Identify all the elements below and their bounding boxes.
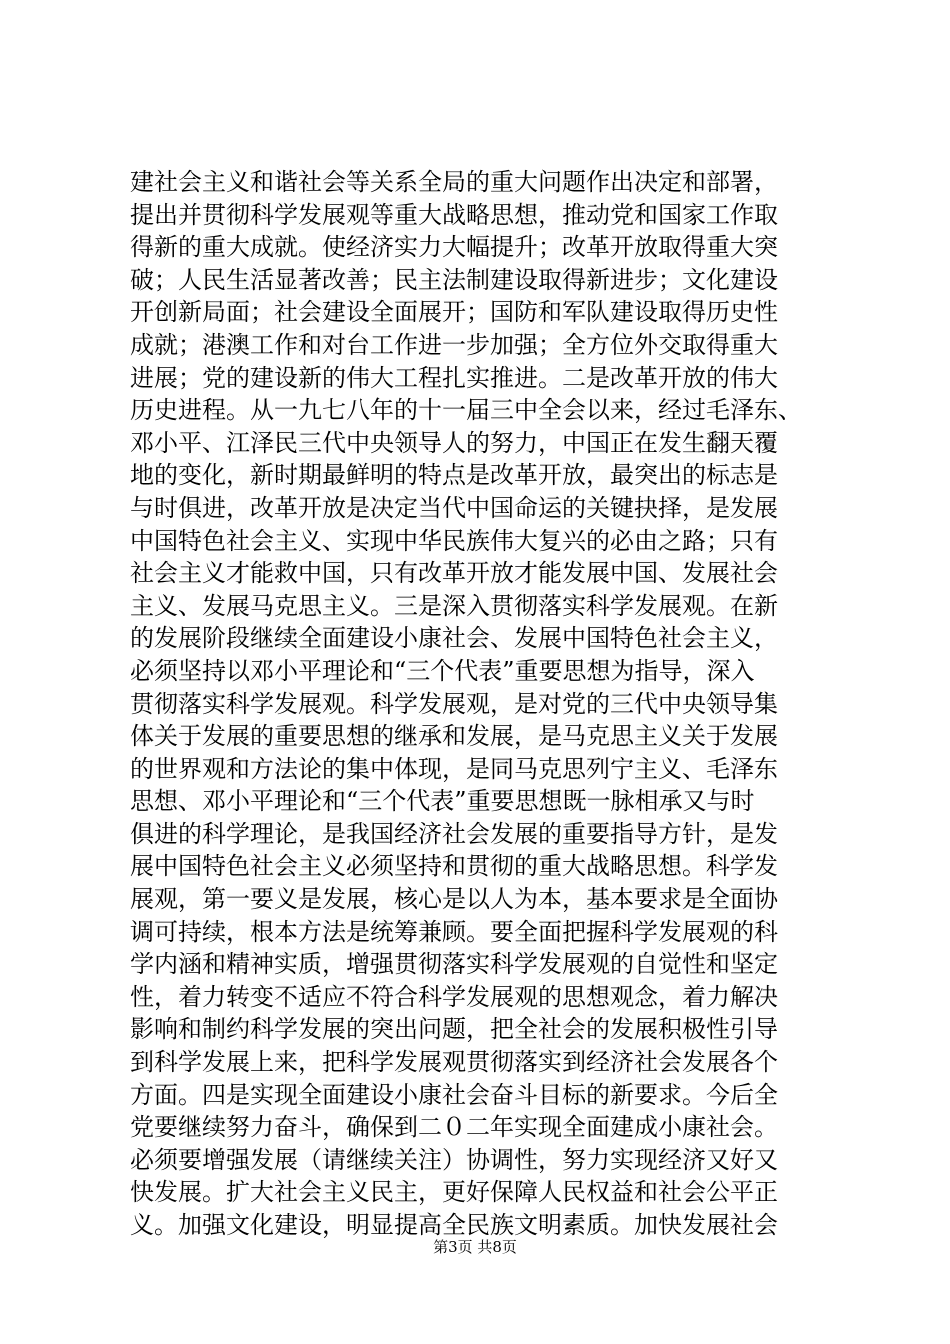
text-line: 开创新局面；社会建设全面展开；国防和军队建设取得历史性 [130, 298, 778, 327]
text-line: 思想、邓小平理论和“三个代表”重要思想既一脉相承又与时 [130, 787, 755, 816]
text-line: 展中国特色社会主义必须坚持和贯彻的重大战略思想。科学发 [130, 852, 778, 881]
text-line: 学内涵和精神实质，增强贯彻落实科学发展观的自觉性和坚定 [130, 950, 778, 979]
text-line: 必须要增强发展（请继续关注）协调性，努力实现经济又好又 [130, 1145, 778, 1174]
text-line: 俱进的科学理论，是我国经济社会发展的重要指导方针，是发 [130, 819, 778, 848]
text-line: 中国特色社会主义、实现中华民族伟大复兴的必由之路；只有 [130, 526, 778, 555]
text-line: 党要继续努力奋斗，确保到二０二年实现全面建成小康社会。 [130, 1113, 778, 1142]
text-line: 得新的重大成就。使经济实力大幅提升；改革开放取得重大突 [130, 233, 778, 262]
text-line: 与时俱进，改革开放是决定当代中国命运的关键抉择，是发展 [130, 493, 778, 522]
text-line: 影响和制约科学发展的突出问题，把全社会的发展积极性引导 [130, 1015, 778, 1044]
text-line: 建社会主义和谐社会等关系全局的重大问题作出决定和部署， [130, 168, 778, 196]
text-line: 成就；港澳工作和对台工作进一步加强；全方位外交取得重大 [130, 330, 778, 359]
text-line: 性，着力转变不适应不符合科学发展观的思想观念，着力解决 [130, 982, 778, 1011]
text-line: 邓小平、江泽民三代中央领导人的努力，中国正在发生翻天覆 [130, 428, 778, 457]
text-line: 贯彻落实科学发展观。科学发展观，是对党的三代中央领导集 [130, 689, 778, 718]
text-line: 社会主义才能救中国，只有改革开放才能发展中国、发展社会 [130, 559, 778, 588]
text-line: 进展；党的建设新的伟大工程扎实推进。二是改革开放的伟大 [130, 363, 778, 392]
text-line: 展观，第一要义是发展，核心是以人为本，基本要求是全面协 [130, 885, 778, 914]
text-line: 提出并贯彻科学发展观等重大战略思想，推动党和国家工作取 [130, 200, 778, 229]
text-line: 必须坚持以邓小平理论和“三个代表”重要思想为指导，深入 [130, 656, 755, 685]
text-line: 破；人民生活显著改善；民主法制建设取得新进步；文化建设 [130, 265, 778, 294]
page-footer: 第3页 共8页 [433, 1238, 517, 1256]
text-line: 历史进程。从一九七八年的十一届三中全会以来，经过毛泽东、 [130, 396, 802, 425]
text-line: 到科学发展上来，把科学发展观贯彻落实到经济社会发展各个 [130, 1048, 778, 1077]
body-text [130, 166, 830, 1242]
text-line: 的世界观和方法论的集中体现，是同马克思列宁主义、毛泽东 [130, 754, 778, 783]
text-line: 快发展。扩大社会主义民主，更好保障人民权益和社会公平正 [130, 1178, 778, 1207]
text-line: 体关于发展的重要思想的继承和发展，是马克思主义关于发展 [130, 722, 778, 751]
text-line: 调可持续，根本方法是统筹兼顾。要全面把握科学发展观的科 [130, 917, 778, 946]
text-line: 主义、发展马克思主义。三是深入贯彻落实科学发展观。在新 [130, 591, 778, 620]
text-line: 方面。四是实现全面建设小康社会奋斗目标的新要求。今后全 [130, 1080, 778, 1109]
text-line: 的发展阶段继续全面建设小康社会、发展中国特色社会主义， [130, 624, 778, 653]
text-line: 地的变化，新时期最鲜明的特点是改革开放，最突出的标志是 [130, 461, 778, 490]
text-line: 义。加强文化建设，明显提高全民族文明素质。加快发展社会 [130, 1211, 778, 1239]
